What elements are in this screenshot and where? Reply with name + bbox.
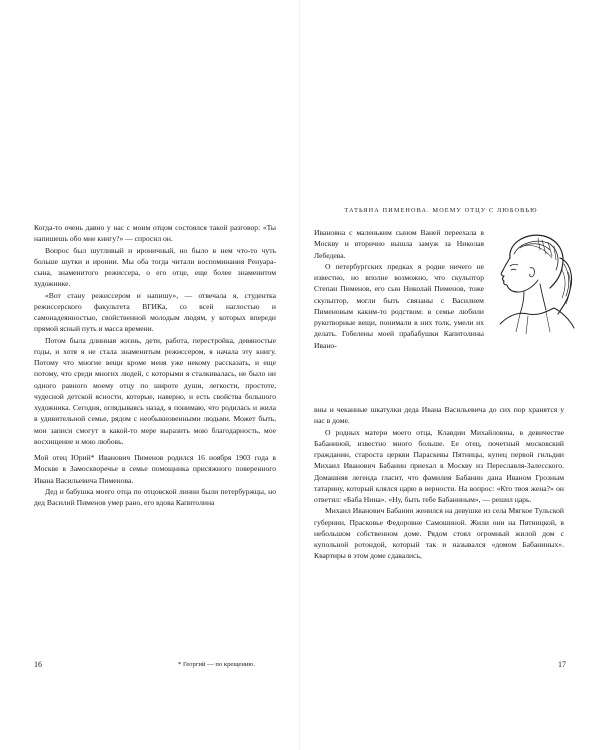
paragraph: Дед и бабушка моего отца по отцовской линии были петербуржцы, но дед Василий Пименов умер рано, его вдова Капитолина: [34, 486, 276, 507]
paragraph: Михаил Иванович Бабанин женился на девушке из села Мягкое Тульской губернии, Прасковье Федоровне Самошиной. Жили они на Пятницкой, в небольшом собственном доме. Рядом стоял огромный жилой дом с купольной ротондой, который так и назывался «домом Бабаниных». Квартиры в этом доме сдавались,: [314, 506, 564, 561]
paragraph: Ивановна с маленьким сыном Ваней переехала в Москву и вторично вышла замуж за Николая Лебедева.: [314, 228, 484, 260]
page-number-left: 16: [34, 660, 42, 669]
left-page-text: [34, 222, 276, 508]
footnote: * Георгий — по крещению.: [178, 661, 255, 668]
paragraph: Мой отец Юрий* Иванович Пименов родился 16 ноября 1903 года в Москве в Замоскворечье в семье помощника присяжного поверенного Ивана Васильевича Пименова.: [34, 453, 276, 485]
paragraph: Когда-то очень давно у нас с моим отцом состоялся такой разговор: «Ты напишешь обо мне книгу?» — спросил он.: [34, 223, 276, 244]
paragraph: Вопрос был шутливый и ироничный, но было в нем что-то чуть больше шутки и иронии. Мы оба тогда читали воспоминания Ренуара-сына, знаменитого режиссера, о его отце, еще более знаменитом художнике.: [34, 245, 276, 289]
right-page-text: [314, 404, 564, 562]
paragraph: «Вот стану режиссером и напишу», — отвечала я, студентка режиссерского факультета ВГИКа, со всей наглостью и самонадеянностью, свойственной молодым людям, у которых впереди прямой ясный путь и масса времени.: [34, 290, 276, 334]
girl-portrait-sketch: [480, 228, 576, 338]
paragraph: вны и чеканные шкатулки деда Ивана Васильевича до сих пор хранятся у нас в доме.: [314, 405, 564, 426]
right-page: [300, 0, 600, 750]
running-head: ТАТЬЯНА ПИМЕНОВА. МОЕМУ ОТЦУ С ЛЮБОВЬЮ: [344, 207, 538, 214]
page-number-right: 17: [558, 660, 566, 669]
right-page-text-beside-illustration: [314, 227, 484, 351]
paragraph: Потом была длинная жизнь, дети, работа, перестройка, девяностые годы, и хотя я не стала знаменитым режиссером, я начала эту книгу. Потому что многие вещи кроме меня уже некому рассказать, и еще потому, что среди многих людей, с которыми я сталкивалась, не было ни одного равного моему отцу по широте души, легкости, простоте, чудесной детской ясности, которые, наверно, и есть свойства большого художника. Сегодня, оглядываясь назад, я понимаю, что родилась и жила в удивительной семье, рядом с необыкновенными людьми. Может быть, мои записи смогут в какой-то мере выразить мою благодарность, мое восхищение и мою любовь.: [34, 335, 276, 446]
paragraph: О петербургских предках я родне ничего не известно, но вполне возможно, что скульптор Степан Пименов, его сын Николай Пименов, тоже скульптор, могли быть связаны с Василием Пименовым каким-то родством: в семье любили рукотворные вещи, понимали в них толк, умели их делать. Гобелены моей прабабушки Капитолины Ивано-: [314, 261, 484, 350]
paragraph: О родных матери моего отца, Клавдии Михайловны, в девичестве Бабаниной, известно много больше. Ее отец, почетный московский гражданин, староста церкви Параскевы Пятницы, купец первой гильдии Михаил Иванович Бабанин приехал в Москву из Переславля-Залесского. Домашняя легенда гласит, что фамилия Бабанин дана Иваном Грозным татарину, который клялся царю в верности. На вопрос: «Кто твоя жена?» он ответил: «Баба Нина». «Ну, быть тебе Бабаниным», — решил царь.: [314, 427, 564, 504]
